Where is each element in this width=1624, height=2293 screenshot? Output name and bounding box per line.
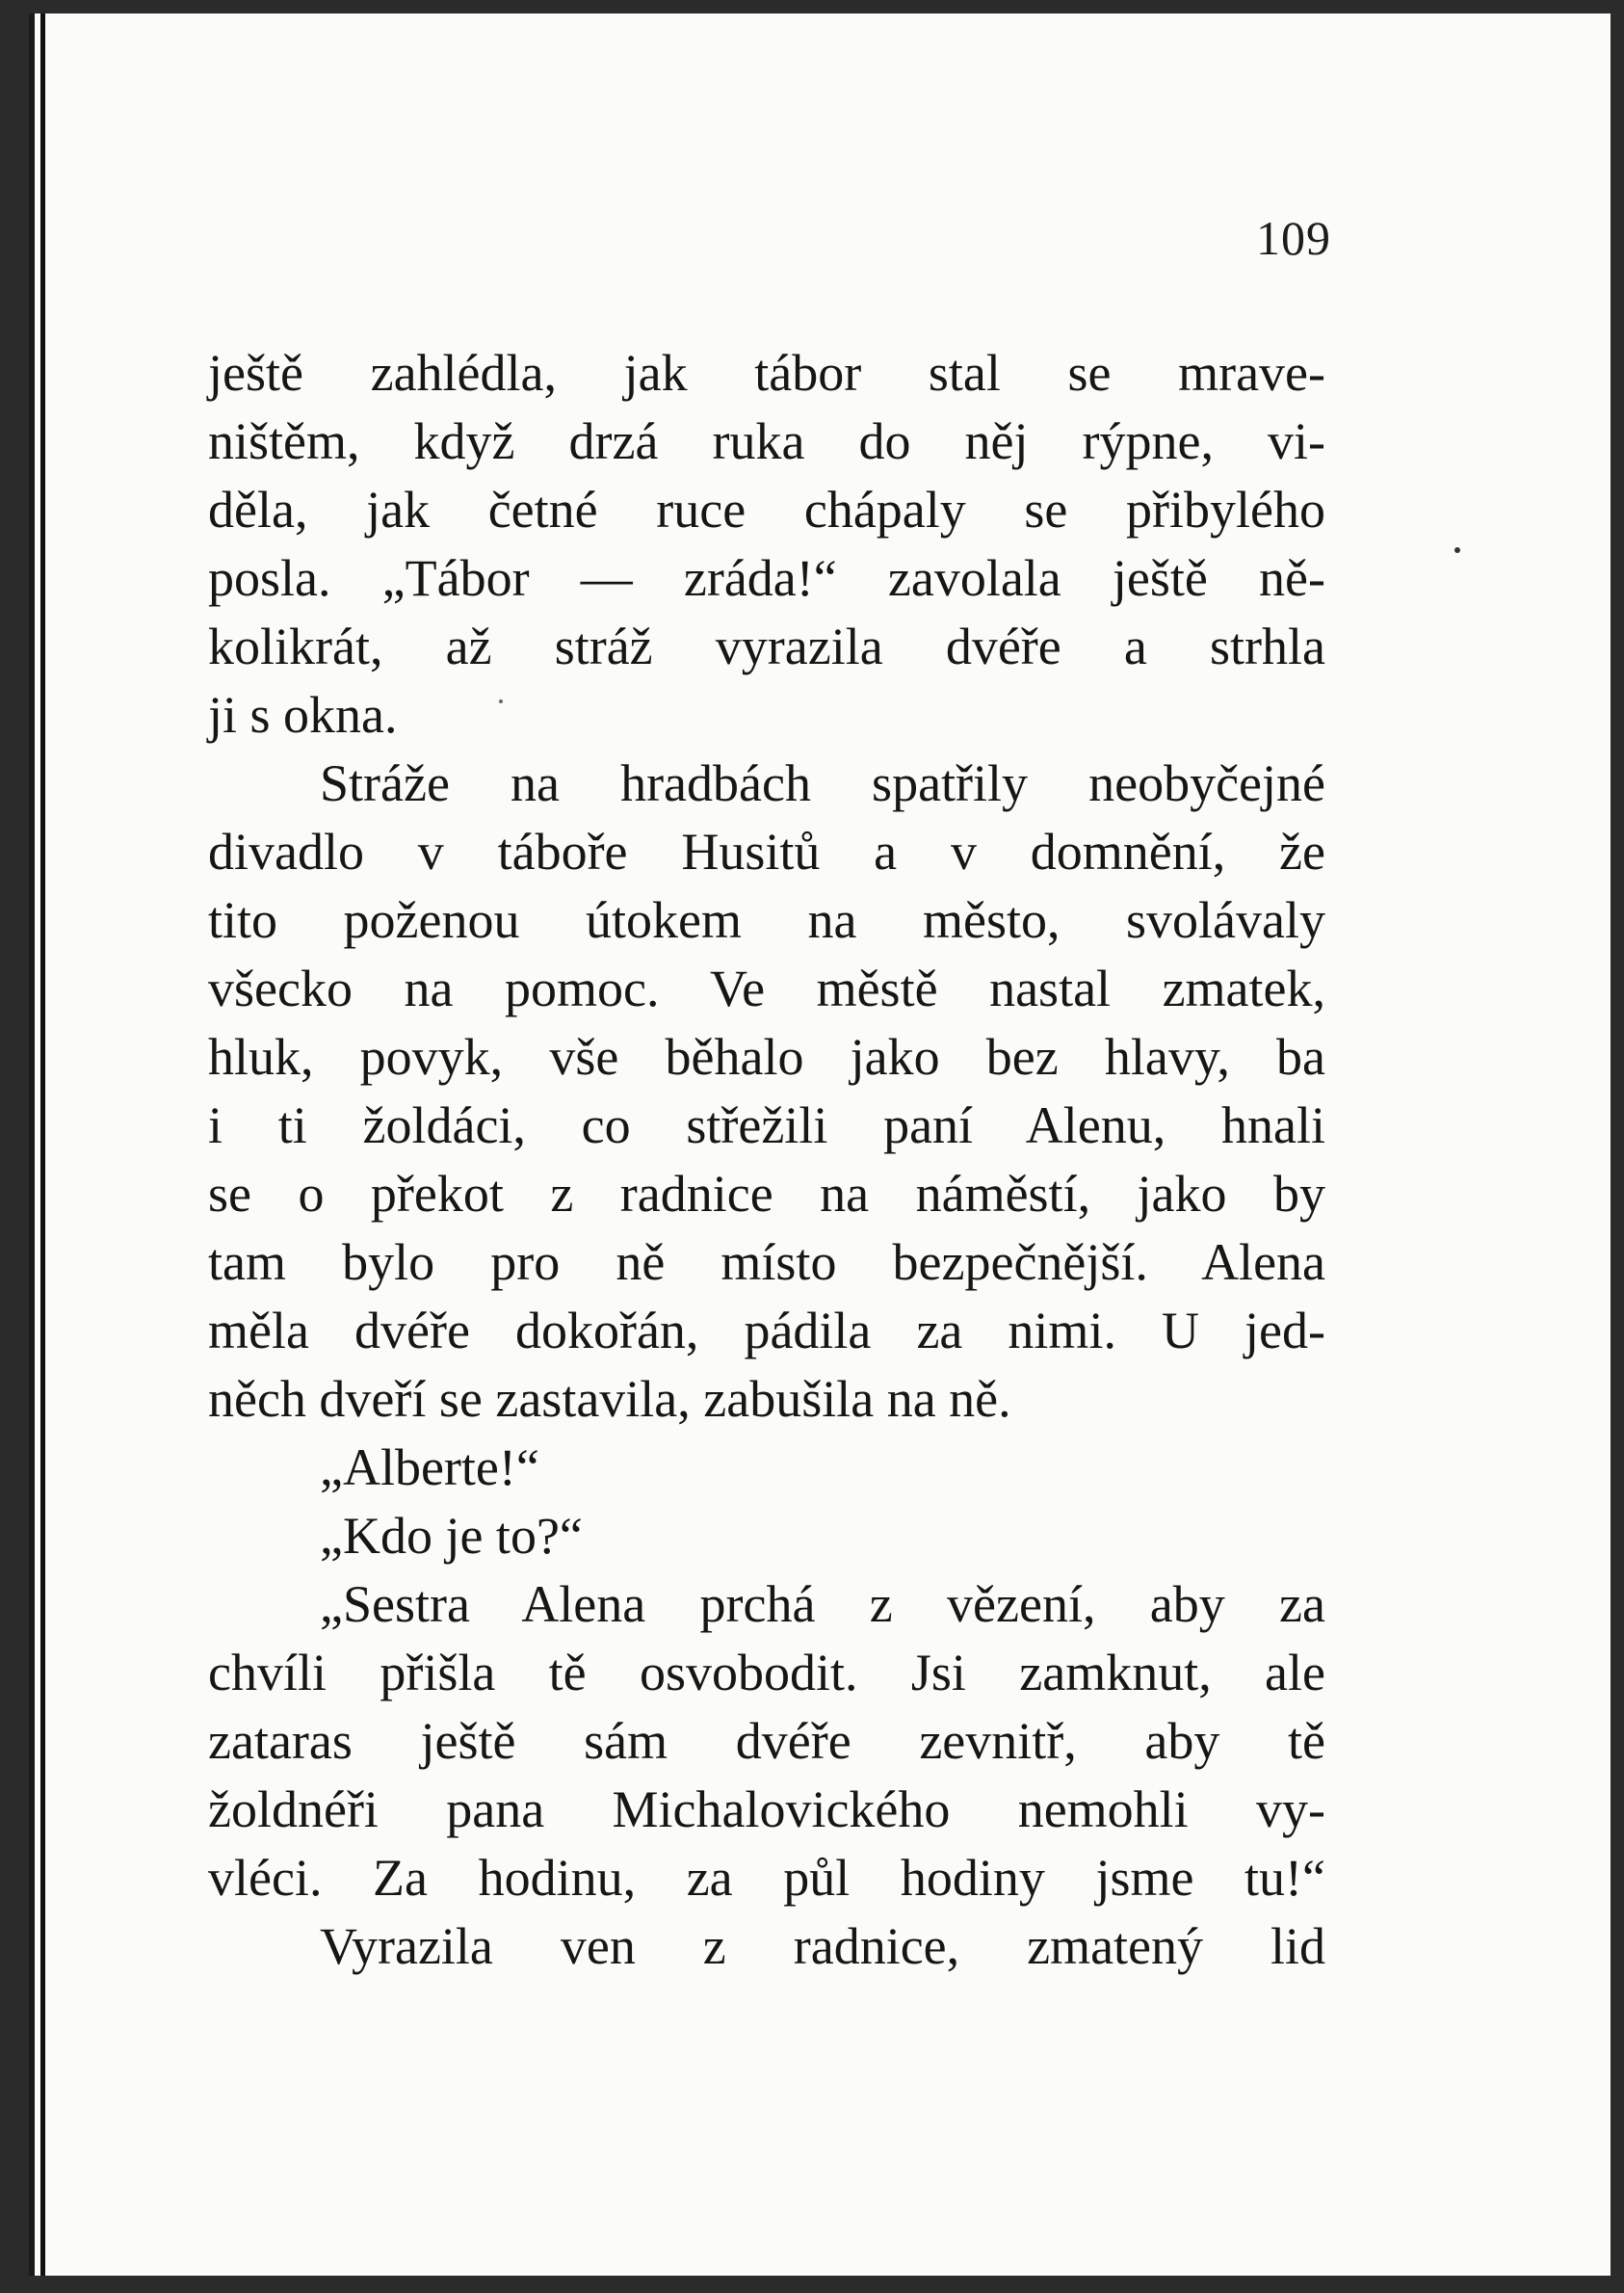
text-line: vléci. Za hodinu, za půl hodiny jsme tu!“ xyxy=(208,1849,1325,1907)
text-line: i ti žoldáci, co střežili paní Alenu, hnali xyxy=(208,1096,1325,1154)
print-speck xyxy=(1454,547,1460,553)
text-line: se o překot z radnice na náměstí, jako by xyxy=(208,1165,1325,1223)
text-line: děla, jak četné ruce chápaly se přibylého xyxy=(208,481,1325,539)
text-line: chvíli přišla tě osvobodit. Jsi zamknut, ale xyxy=(208,1644,1325,1701)
text-line: „Kdo je to?“ xyxy=(320,1507,583,1565)
text-line: kolikrát, až stráž vyrazila dvéře a strhla xyxy=(208,618,1325,675)
text-line: posla. „Tábor — zráda!“ zavolala ještě ně- xyxy=(208,549,1325,607)
text-line: hluk, povyk, vše běhalo jako bez hlavy, ba xyxy=(208,1028,1325,1086)
text-line: něch dveří se zastavila, zabušila na ně. xyxy=(208,1370,1011,1428)
text-line: žoldnéři pana Michalovického nemohli vy- xyxy=(208,1780,1325,1838)
text-line: všecko na pomoc. Ve městě nastal zmatek, xyxy=(208,960,1325,1017)
book-page xyxy=(29,13,1611,2276)
print-speck xyxy=(499,699,503,703)
text-line: ji s okna. xyxy=(208,686,398,744)
text-line: Vyrazila ven z radnice, zmatený lid xyxy=(320,1917,1325,1975)
text-line: měla dvéře dokořán, pádila za nimi. U jed- xyxy=(208,1302,1325,1359)
page-edge-line xyxy=(40,13,45,2276)
body-text xyxy=(208,339,1325,1981)
text-line: tam bylo pro ně místo bezpečnější. Alena xyxy=(208,1233,1325,1291)
text-line: zataras ještě sám dvéře zevnitř, aby tě xyxy=(208,1712,1325,1770)
text-line: ništěm, když drzá ruka do něj rýpne, vi- xyxy=(208,412,1325,470)
page-number: 109 xyxy=(1256,211,1331,265)
text-line: ještě zahlédla, jak tábor stal se mrave- xyxy=(208,344,1325,402)
text-line: divadlo v táboře Husitů a v domnění, že xyxy=(208,823,1325,881)
text-line: „Alberte!“ xyxy=(320,1438,539,1496)
text-line: Stráže na hradbách spatřily neobyčejné xyxy=(320,754,1325,812)
text-line: „Sestra Alena prchá z vězení, aby za xyxy=(320,1575,1325,1633)
text-line: tito poženou útokem na město, svolávaly xyxy=(208,891,1325,949)
